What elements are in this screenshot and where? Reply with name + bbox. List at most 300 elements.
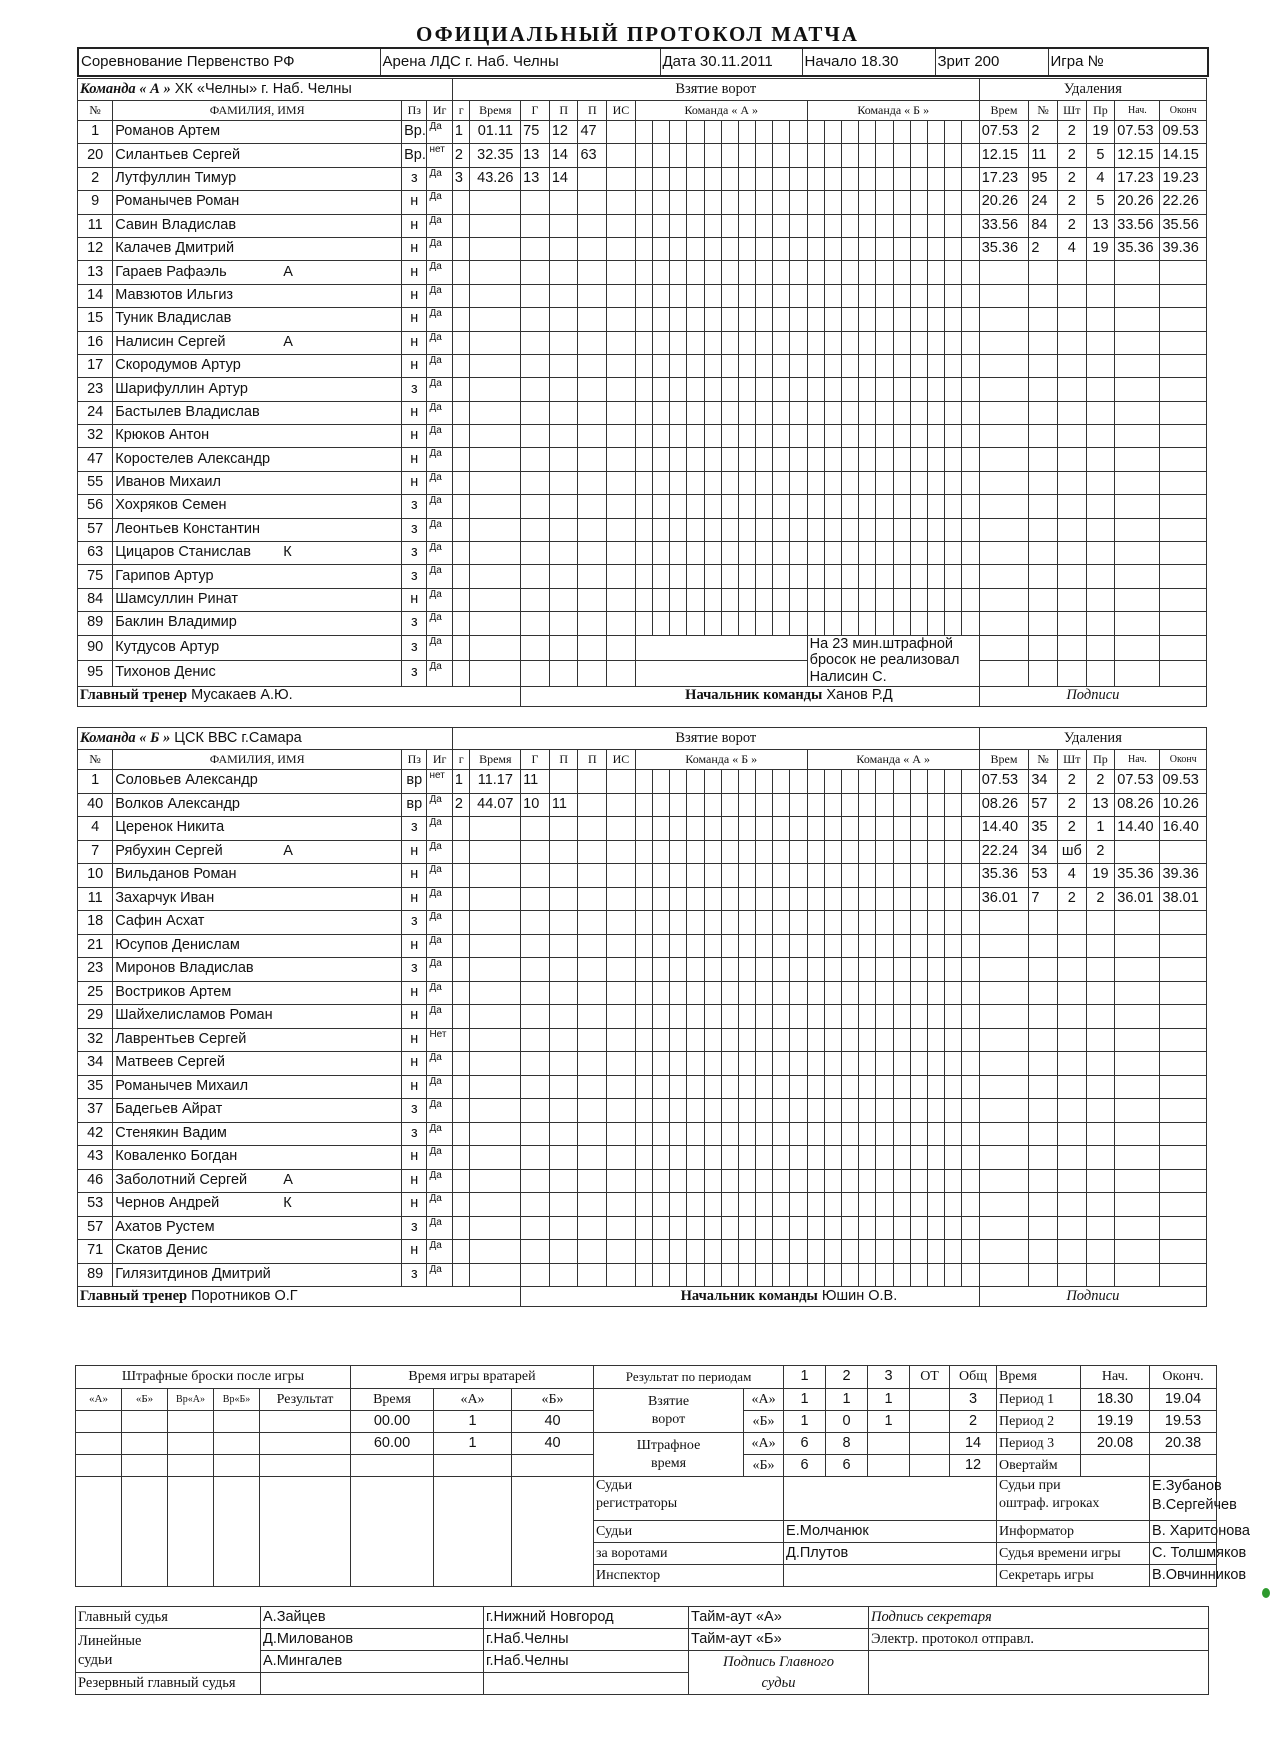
player-row [78,1075,1207,1099]
player-name: Скородумов Артур [115,357,241,374]
pen-time: 22.24 [979,840,1029,864]
player-row [78,1052,1207,1076]
player-played: Да [427,495,452,518]
player-played: Да [427,261,452,284]
team_b-title [78,728,453,750]
player-number: 18 [78,911,113,935]
goalie-time-title: Время игры вратарей [351,1366,594,1389]
player-row [78,542,1207,565]
linesman-2: А.Мингалев [261,1651,484,1673]
pen-minutes: 2 [1057,121,1086,144]
player-role: К [283,1195,292,1212]
player-name-cell [113,864,402,888]
goal-assist-1: 11 [549,793,578,817]
player-row [78,934,1207,958]
pen-minutes: 2 [1057,817,1086,841]
pen-end: 16.40 [1160,817,1207,841]
pen-end: 35.56 [1160,214,1207,237]
player-position: н [402,214,427,237]
pen-start: 14.40 [1115,817,1160,841]
pen-col-start: Нач. [1115,750,1160,770]
player-row [78,354,1207,377]
player-row [78,284,1207,307]
player-name: Миронов Владислав [115,960,254,977]
goal-scorer: 10 [521,793,550,817]
player-played: Нет [427,1028,452,1052]
penalty-judges-label [997,1477,1150,1521]
goal-num: 3 [452,167,470,190]
player-name-cell [113,1146,402,1170]
player-row [78,887,1207,911]
col-no: № [78,101,113,121]
pen-end: 38.01 [1160,887,1207,911]
player-name-cell [113,121,402,144]
player-name: Бадегьев Айрат [115,1101,223,1118]
player-name-cell [113,1028,402,1052]
player-name-cell [113,214,402,237]
gk-col-time: Время [351,1389,434,1411]
pim-b-total: 12 [950,1455,997,1477]
goal-assist-1: 14 [549,144,578,167]
goal-num: 2 [452,793,470,817]
player-played: Да [427,635,452,661]
player-name-cell [113,817,402,841]
pim-label [594,1433,744,1477]
player-number: 23 [78,958,113,982]
player-played: Да [427,793,452,817]
player-number: 25 [78,981,113,1005]
player-name-cell [113,1075,402,1099]
reserve-referee-city [484,1673,689,1695]
player-name-cell [113,911,402,935]
col-g: г [452,750,470,770]
registrar-label-1: Судьи [596,1478,633,1493]
shootout-title: Штрафные броски после игры [76,1366,351,1389]
team_b-signatures: Подписи [979,1287,1206,1307]
ink-spot [1262,1588,1270,1598]
player-name-cell [113,887,402,911]
goals-b-p3: 1 [868,1411,910,1433]
player-name: Чернов Андрей [115,1195,220,1212]
coach-name: Мусакаев А.Ю. [191,687,293,704]
pen-player: 24 [1029,191,1058,214]
pen-col-pr: Пр [1086,750,1115,770]
penalty-judges-label-2: оштраф. игроках [999,1495,1100,1511]
team_a-table [77,78,1207,707]
reserve-referee [261,1673,484,1695]
player-position: з [402,661,427,687]
goals-b-label: «Б» [744,1411,784,1433]
col-ig: Иг [427,750,452,770]
goals-a-p1: 1 [784,1389,826,1411]
player-row [78,1099,1207,1123]
player-number: 89 [78,1263,113,1287]
pen-minutes: 2 [1057,144,1086,167]
period-col-ot: ОТ [910,1366,950,1389]
player-name-cell [113,331,402,354]
pen-col-end: Оконч [1160,101,1207,121]
goal-assist-2 [578,770,607,794]
player-name-cell [113,1193,402,1217]
player-name-cell [113,934,402,958]
pen-player: 2 [1029,237,1058,260]
goal-time: 43.26 [470,167,521,190]
pen-end: 19.23 [1160,167,1207,190]
player-row [78,425,1207,448]
player-played: Да [427,191,452,214]
col-IS: ИС [607,750,636,770]
player-row [78,661,1207,687]
player-position: з [402,495,427,518]
player-name: Ахатов Рустем [115,1218,215,1235]
player-name-cell [113,495,402,518]
pen-time: 35.36 [979,864,1029,888]
col-no: № [78,750,113,770]
goals-b-p1: 1 [784,1411,826,1433]
player-number: 1 [78,770,113,794]
player-number: 47 [78,448,113,471]
player-role: К [283,544,292,561]
player-row [78,911,1207,935]
player-name: Соловьев Александр [115,772,258,789]
player-row [78,1146,1207,1170]
player-position: н [402,354,427,377]
player-position: н [402,1240,427,1264]
chief-signature-2: судьи [761,1674,796,1691]
player-row [78,1193,1207,1217]
pen-end: 22.26 [1160,191,1207,214]
player-name: Баклин Владимир [115,614,237,631]
pen-minutes: 2 [1057,770,1086,794]
goals-b-total: 2 [950,1411,997,1433]
player-position: з [402,518,427,541]
player-name-cell [113,565,402,588]
team-b-section [77,727,1207,1307]
col-P2: П [578,101,607,121]
player-name-cell [113,191,402,214]
pen-start: 07.53 [1115,770,1160,794]
player-number: 90 [78,635,113,661]
col-P1: П [549,101,578,121]
player-played: Да [427,378,452,401]
secretary-signature: Подпись секретаря [869,1607,1209,1629]
player-position: з [402,565,427,588]
player-position: н [402,448,427,471]
player-name: Туник Владислав [115,310,232,327]
player-played: Да [427,425,452,448]
player-name-cell [113,471,402,494]
player-number: 32 [78,1028,113,1052]
player-position: з [402,958,427,982]
player-name-cell [113,1005,402,1029]
player-row [78,565,1207,588]
player-name: Коваленко Богдан [115,1148,238,1165]
player-name-cell [113,354,402,377]
pen-col-sht: Шт [1057,101,1086,121]
player-name-cell [113,237,402,260]
player-name-cell [113,167,402,190]
player-position: н [402,934,427,958]
player-played: Да [427,864,452,888]
player-position: н [402,1028,427,1052]
player-row [78,237,1207,260]
player-position: н [402,864,427,888]
player-number: 89 [78,612,113,635]
player-played: Да [427,958,452,982]
player-number: 14 [78,284,113,307]
player-played: Да [427,284,452,307]
pen-reason: 4 [1086,167,1115,190]
player-row [78,793,1207,817]
player-number: 23 [78,378,113,401]
player-played: Да [427,1240,452,1264]
player-played: Да [427,471,452,494]
goals-label [594,1389,744,1433]
team_a-signatures: Подписи [979,686,1206,706]
player-name-cell [113,448,402,471]
chief-referee-city: г.Нижний Новгород [484,1607,689,1629]
player-number: 13 [78,261,113,284]
player-name-cell [113,635,402,661]
player-played: Да [427,542,452,565]
player-name: Востриков Артем [115,983,232,1000]
player-position: з [402,1122,427,1146]
player-name: Скатов Денис [115,1242,208,1259]
player-name-cell [113,1122,402,1146]
team_b-chief [521,1287,980,1307]
player-row [78,121,1207,144]
arena: Арена ЛДС г. Наб. Челны [380,48,660,76]
pim-label-1: Штрафное [636,1438,701,1453]
player-name: Леонтьев Константин [115,520,260,537]
chief-referee-label: Главный судья [76,1607,261,1629]
pen-reason: 5 [1086,144,1115,167]
period-col-3: 3 [868,1366,910,1389]
player-number: 40 [78,793,113,817]
player-played: Да [427,817,452,841]
start-time: Начало 18.30 [802,48,935,76]
timekeeper: С. Толшмяков [1150,1543,1217,1565]
team_a-goals-title: Взятие ворот [452,79,979,101]
player-position: з [402,612,427,635]
player-position: н [402,1052,427,1076]
player-position: н [402,1005,427,1029]
col-name: ФАМИЛИЯ, ИМЯ [113,101,402,121]
player-played: Да [427,237,452,260]
competition: Соревнование Первенство РФ [81,52,295,70]
player-number: 9 [78,191,113,214]
pen-reason: 19 [1086,121,1115,144]
player-name: Мавзютов Ильгиз [115,286,234,303]
player-number: 11 [78,214,113,237]
gk-col-a: «А» [434,1389,512,1411]
player-name-cell [113,1263,402,1287]
player-name: Матвеев Сергей [115,1054,226,1071]
col-team-right: Команда « А » [807,750,979,770]
inspector-value [784,1565,997,1587]
goals-b-p2: 0 [826,1411,868,1433]
player-name: Гарипов Артур [115,567,214,584]
col-time: Время [470,101,521,121]
pen-reason: 5 [1086,191,1115,214]
pen-minutes: 2 [1057,191,1086,214]
officials-table [75,1606,1209,1695]
gk-row2-time: 60.00 [351,1433,434,1455]
player-name: Волков Александр [115,795,240,812]
pen-start: 17.23 [1115,167,1160,190]
player-position: н [402,840,427,864]
player-number: 35 [78,1075,113,1099]
player-position: н [402,981,427,1005]
col-time: Время [470,750,521,770]
player-played: Да [427,911,452,935]
player-played: Да [427,354,452,377]
player-played: Да [427,167,452,190]
player-row [78,144,1207,167]
player-name: Савин Владислав [115,216,237,233]
player-position: н [402,191,427,214]
pim-a-p1: 6 [784,1433,826,1455]
timeout-a: Тайм-аут «А» [689,1607,869,1629]
goal-time: 01.11 [470,121,521,144]
goals-note: На 23 мин.штрафной бросок не реализовал Налисин С. [807,635,979,686]
pen-start: 33.56 [1115,214,1160,237]
team_b-table [77,727,1207,1307]
player-row [78,1240,1207,1264]
player-row [78,817,1207,841]
pen-col-no: № [1029,750,1058,770]
player-position: н [402,588,427,611]
player-played: Да [427,934,452,958]
overtime-label: Овертайм [997,1455,1081,1477]
player-position: н [402,1075,427,1099]
goal-scorer: 13 [521,167,550,190]
player-position: з [402,378,427,401]
player-position: н [402,331,427,354]
player-name: Гараев Рафаэль [115,263,227,280]
player-name: Калачев Дмитрий [115,240,235,257]
pen-start [1115,840,1160,864]
secretary-label: Секретарь игры [997,1565,1150,1587]
player-played: Да [427,565,452,588]
player-name-cell [113,958,402,982]
pen-end: 39.36 [1160,237,1207,260]
spectators: Зрит 200 [935,48,1048,76]
player-name: Иванов Михаил [115,474,221,491]
pen-reason: 2 [1086,840,1115,864]
pen-player: 53 [1029,864,1058,888]
player-number: 63 [78,542,113,565]
player-name: Налисин Сергей [115,333,226,350]
pen-end [1160,840,1207,864]
player-position: н [402,401,427,424]
player-name: Сафин Асхат [115,913,205,930]
player-position: з [402,542,427,565]
player-name-cell [113,770,402,794]
chief-name: Юшин О.В. [821,1287,898,1304]
pen-reason: 13 [1086,793,1115,817]
player-number: 34 [78,1052,113,1076]
player-row [78,981,1207,1005]
col-P1: П [549,750,578,770]
team_b-penalties-title: Удаления [979,728,1206,750]
goal-assist-1 [549,770,578,794]
player-number: 32 [78,425,113,448]
player-number: 1 [78,121,113,144]
player-name: Шайхелисламов Роман [115,1007,273,1024]
chief-signature-1: Подпись Главного [723,1654,834,1671]
goal-judge-1: Е.Молчанюк [784,1521,997,1543]
goals-a-p2: 1 [826,1389,868,1411]
player-row [78,1122,1207,1146]
pen-end: 14.15 [1160,144,1207,167]
player-row [78,770,1207,794]
times-start-head: Нач. [1081,1366,1150,1389]
goal-time: 32.35 [470,144,521,167]
player-number: 17 [78,354,113,377]
pen-player: 7 [1029,887,1058,911]
times-title: Время [997,1366,1081,1389]
player-name-cell [113,284,402,307]
player-name-cell [113,981,402,1005]
period2-end: 19.53 [1150,1411,1217,1433]
player-position: н [402,237,427,260]
player-played: Да [427,121,452,144]
player-name: Заболотний Сергей [115,1171,248,1188]
player-played: Да [427,331,452,354]
player-position: з [402,1216,427,1240]
shootout-col-b: «Б» [122,1389,168,1411]
pen-player: 34 [1029,840,1058,864]
pen-time: 35.36 [979,237,1029,260]
player-name-cell [113,612,402,635]
player-name-cell [113,793,402,817]
player-position: н [402,284,427,307]
player-played: Да [427,1122,452,1146]
period1-start: 18.30 [1081,1389,1150,1411]
pen-reason: 19 [1086,237,1115,260]
player-name-cell [113,588,402,611]
pen-player: 35 [1029,817,1058,841]
player-number: 71 [78,1240,113,1264]
player-position: вр [402,793,427,817]
player-played: Да [427,981,452,1005]
period2-label: Период 2 [997,1411,1081,1433]
goal-assist-1: 14 [549,167,578,190]
goals-a-label: «А» [744,1389,784,1411]
pen-minutes: 4 [1057,864,1086,888]
overtime-end [1150,1455,1217,1477]
secretary: В.Овчинников [1150,1565,1217,1587]
pen-minutes: 4 [1057,237,1086,260]
penalty-judges-label-1: Судьи при [999,1478,1061,1493]
goal-scorer: 11 [521,770,550,794]
goal-time: 11.17 [470,770,521,794]
chief-label: Начальник команды [680,1287,818,1304]
goal-assist-2 [578,167,607,190]
pen-time: 14.40 [979,817,1029,841]
pen-player: 34 [1029,770,1058,794]
player-name-cell [113,1216,402,1240]
player-number: 15 [78,308,113,331]
pen-start: 20.26 [1115,191,1160,214]
player-name-cell [113,144,402,167]
player-row [78,471,1207,494]
officials-empty [869,1651,1209,1695]
pen-minutes: 2 [1057,887,1086,911]
player-played: Да [427,1099,452,1123]
player-name-cell [113,542,402,565]
